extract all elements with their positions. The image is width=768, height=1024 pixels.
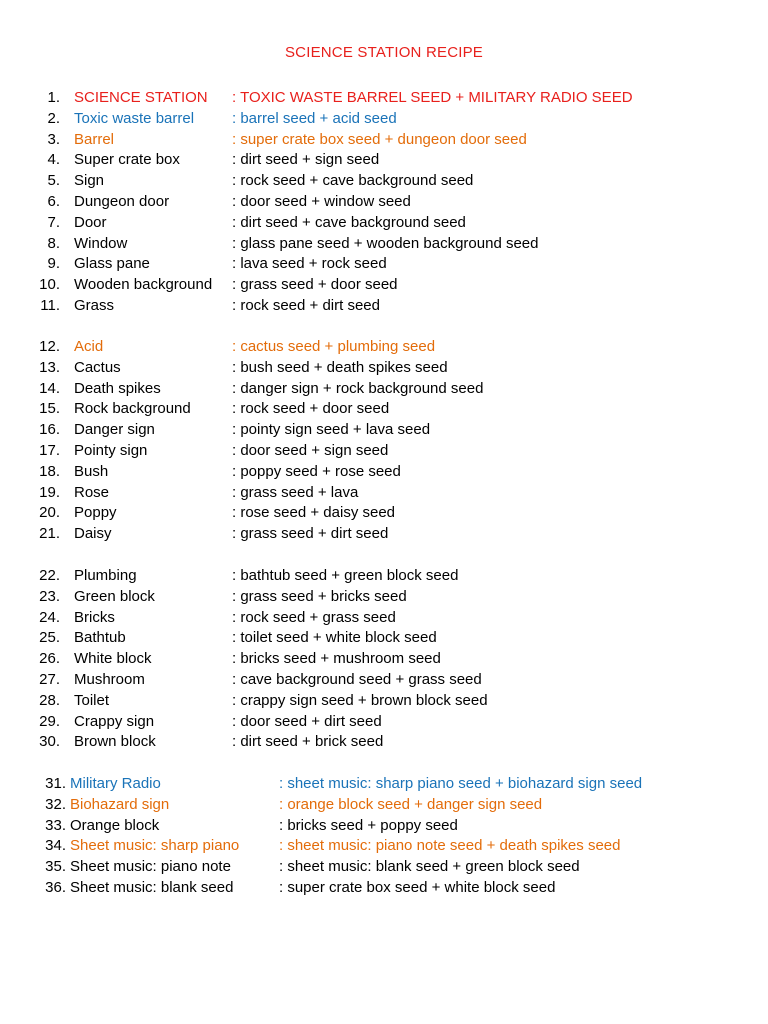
- recipe-row: [0, 462, 768, 483]
- item-name: Brown block: [74, 733, 156, 751]
- item-number: 13.: [39, 358, 60, 376]
- item-number: 33.: [45, 816, 66, 834]
- item-number: 12.: [39, 338, 60, 355]
- item-number: 10.: [39, 276, 60, 294]
- item-name: Dungeon door: [74, 192, 170, 210]
- item-name: Mushroom: [74, 670, 145, 688]
- item-name: Biohazard sign: [70, 795, 170, 813]
- item-number: 30.: [39, 733, 60, 751]
- item-recipe: : bricks seed + poppy seed: [279, 816, 458, 834]
- item-recipe: : rock seed + door seed: [232, 400, 390, 418]
- item-number: 15.: [39, 400, 60, 418]
- recipe-row: [0, 524, 768, 545]
- item-recipe: : lava seed + rock seed: [232, 255, 387, 273]
- item-recipe: : bathtub seed + green block seed: [232, 567, 459, 584]
- item-name: Barrel: [74, 130, 115, 148]
- recipe-row: [0, 337, 768, 358]
- item-name: Orange block: [70, 816, 160, 834]
- item-name: Military Radio: [70, 775, 161, 792]
- item-recipe: : poppy seed + rose seed: [232, 462, 401, 480]
- item-number: 21.: [39, 525, 60, 543]
- item-recipe: : door seed + sign seed: [232, 441, 389, 459]
- item-name: Poppy: [74, 504, 117, 522]
- item-number: 7.: [47, 213, 60, 231]
- item-number: 36.: [45, 878, 66, 896]
- page-title: SCIENCE STATION RECIPE: [284, 44, 484, 61]
- recipe-section: [0, 566, 768, 753]
- item-number: 2.: [47, 109, 60, 127]
- item-name: SCIENCE STATION: [74, 89, 208, 106]
- item-number: 24.: [39, 608, 60, 626]
- recipe-row: [0, 670, 768, 691]
- item-name: Crappy sign: [74, 712, 155, 730]
- item-recipe: : grass seed + door seed: [232, 276, 398, 294]
- item-name: Bricks: [74, 608, 115, 626]
- item-recipe: : grass seed + dirt seed: [232, 525, 389, 543]
- item-number: 25.: [39, 629, 60, 647]
- recipe-row: [0, 88, 768, 109]
- item-name: Rock background: [74, 400, 191, 418]
- item-name: Daisy: [74, 525, 112, 543]
- item-name: Grass: [74, 296, 115, 314]
- item-number: 16.: [39, 421, 60, 439]
- recipe-section: [0, 88, 768, 317]
- item-name: Sign: [74, 172, 105, 190]
- item-number: 31.: [45, 775, 66, 792]
- item-number: 29.: [39, 712, 60, 730]
- item-recipe: : glass pane seed + wooden background seed: [232, 234, 539, 252]
- item-number: 26.: [39, 650, 60, 668]
- item-number: 35.: [45, 858, 66, 876]
- item-number: 11.: [40, 296, 60, 314]
- recipe-row: [0, 691, 768, 712]
- recipe-row: [0, 712, 768, 733]
- item-name: Toilet: [74, 691, 110, 709]
- item-recipe: : door seed + window seed: [232, 192, 411, 210]
- item-recipe: : dirt seed + cave background seed: [232, 213, 466, 231]
- item-name: Bathtub: [74, 629, 126, 647]
- item-recipe: : bricks seed + mushroom seed: [232, 650, 441, 668]
- item-number: 1.: [47, 89, 60, 106]
- item-recipe: : super crate box seed + dungeon door seed: [232, 130, 527, 148]
- recipe-row: [0, 628, 768, 649]
- recipe-row: [0, 379, 768, 400]
- recipe-row: [0, 213, 768, 234]
- item-name: Glass pane: [74, 255, 150, 273]
- item-number: 18.: [39, 462, 60, 480]
- item-name: Sheet music: piano note: [70, 858, 231, 876]
- recipe-row: [0, 234, 768, 255]
- item-recipe: : cave background seed + grass seed: [232, 670, 482, 688]
- item-number: 3.: [47, 130, 60, 148]
- item-recipe: : barrel seed + acid seed: [232, 109, 397, 127]
- recipe-row: [0, 254, 768, 275]
- item-recipe: : dirt seed + sign seed: [232, 151, 380, 169]
- item-recipe: : rock seed + cave background seed: [232, 172, 474, 190]
- item-number: 20.: [39, 504, 60, 522]
- item-recipe: : pointy sign seed + lava seed: [232, 421, 431, 439]
- item-number: 32.: [45, 795, 66, 813]
- recipe-row: [0, 795, 768, 816]
- recipe-row: [0, 774, 768, 795]
- item-recipe: : sheet music: sharp piano seed + biohazard sign seed: [279, 775, 643, 792]
- item-name: Rose: [74, 483, 110, 501]
- item-name: Wooden background: [74, 276, 213, 294]
- recipe-row: [0, 566, 768, 587]
- item-name: Sheet music: blank seed: [70, 878, 234, 896]
- item-recipe: : sheet music: blank seed + green block seed: [279, 858, 580, 876]
- item-name: Door: [74, 213, 107, 231]
- recipe-row: [0, 649, 768, 670]
- recipe-row: [0, 420, 768, 441]
- item-recipe: : dirt seed + brick seed: [232, 733, 384, 751]
- item-name: Pointy sign: [74, 441, 148, 459]
- item-number: 27.: [39, 670, 60, 688]
- recipe-row: [0, 171, 768, 192]
- item-recipe: : orange block seed + danger sign seed: [279, 795, 543, 813]
- item-name: Sheet music: sharp piano: [70, 837, 240, 855]
- recipe-row: [0, 732, 768, 753]
- recipe-row: [0, 399, 768, 420]
- item-number: 4.: [47, 151, 60, 169]
- recipe-row: [0, 441, 768, 462]
- item-recipe: : super crate box seed + white block seed: [279, 878, 556, 896]
- recipe-row: [0, 836, 768, 857]
- item-recipe: : door seed + dirt seed: [232, 712, 382, 730]
- recipe-row: [0, 857, 768, 878]
- item-number: 9.: [47, 255, 60, 273]
- item-recipe: : crappy sign seed + brown block seed: [232, 691, 488, 709]
- item-number: 22.: [39, 567, 60, 584]
- item-number: 19.: [39, 483, 60, 501]
- recipe-row: [0, 587, 768, 608]
- item-name: Bush: [74, 462, 109, 480]
- item-number: 6.: [47, 192, 60, 210]
- item-recipe: : rock seed + dirt seed: [232, 296, 380, 314]
- recipe-row: [0, 275, 768, 296]
- item-name: Super crate box: [74, 151, 180, 169]
- item-name: White block: [74, 650, 152, 668]
- item-recipe: : danger sign + rock background seed: [232, 379, 484, 397]
- recipe-row: [0, 150, 768, 171]
- item-name: Green block: [74, 587, 155, 605]
- recipe-row: [0, 878, 768, 899]
- item-number: 34.: [45, 837, 66, 855]
- item-name: Toxic waste barrel: [74, 109, 195, 127]
- item-recipe: : rose seed + daisy seed: [232, 504, 396, 522]
- item-recipe: : cactus seed + plumbing seed: [232, 338, 436, 355]
- recipe-row: [0, 192, 768, 213]
- item-recipe: : toilet seed + white block seed: [232, 629, 437, 647]
- recipe-row: [0, 503, 768, 524]
- item-number: 5.: [47, 172, 60, 190]
- item-recipe: : grass seed + bricks seed: [232, 587, 407, 605]
- recipe-row: [0, 130, 768, 151]
- item-name: Acid: [74, 338, 104, 355]
- item-number: 23.: [39, 587, 60, 605]
- item-number: 17.: [39, 441, 60, 459]
- recipe-row: [0, 608, 768, 629]
- recipe-section: [0, 337, 768, 545]
- item-recipe: : rock seed + grass seed: [232, 608, 396, 626]
- item-recipe: : TOXIC WASTE BARREL SEED + MILITARY RADIO SEED: [232, 89, 633, 106]
- item-number: 28.: [39, 691, 60, 709]
- item-recipe: : bush seed + death spikes seed: [232, 358, 448, 376]
- recipe-row: [0, 358, 768, 379]
- item-name: Danger sign: [74, 421, 155, 439]
- item-recipe: : grass seed + lava: [232, 483, 359, 501]
- item-name: Window: [74, 234, 128, 252]
- recipe-row: [0, 816, 768, 837]
- item-number: 14.: [39, 379, 60, 397]
- recipe-row: [0, 296, 768, 317]
- item-name: Cactus: [74, 358, 121, 376]
- item-recipe: : sheet music: piano note seed + death spikes seed: [279, 837, 621, 855]
- item-name: Plumbing: [74, 567, 137, 584]
- recipe-section: [0, 774, 768, 899]
- recipe-row: [0, 109, 768, 130]
- item-name: Death spikes: [74, 379, 161, 397]
- item-number: 8.: [47, 234, 60, 252]
- recipe-row: [0, 483, 768, 504]
